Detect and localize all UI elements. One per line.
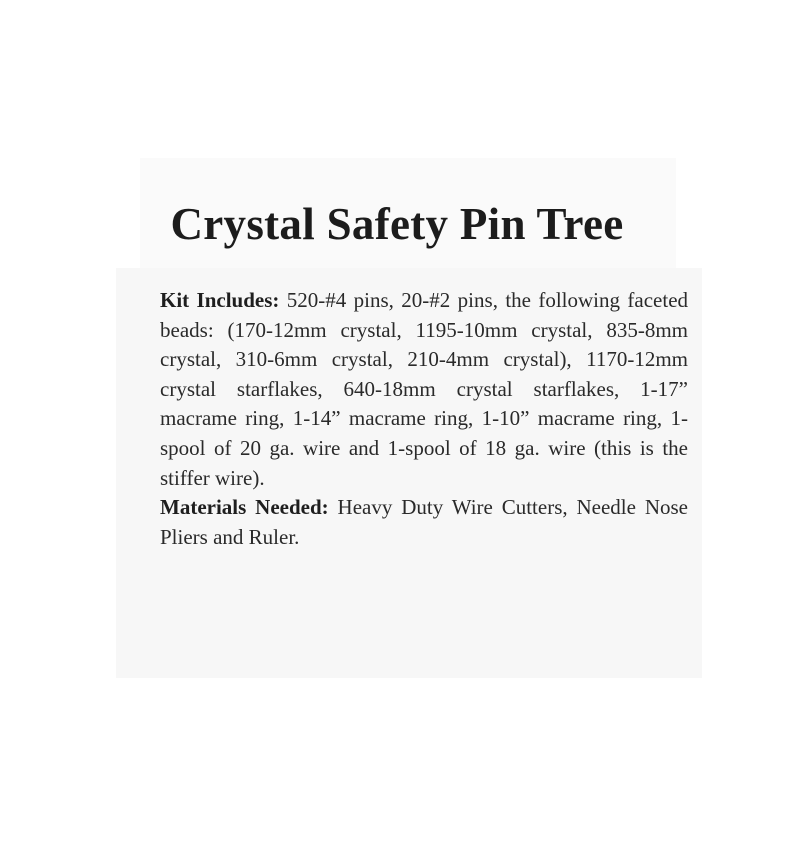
materials-needed-label: Materials Needed: [160,495,329,520]
document-body [160,286,688,552]
kit-includes-label: Kit Includes: [160,288,280,312]
document-title: Crystal Safety Pin Tree [170,199,624,249]
kit-includes-text: 520-#4 pins, 20-#2 pins, the following faceted beads: (170-12mm crystal, 1195-10mm crystal, 835-8mm crystal, 310-6mm crystal, 210-4mm crystal), 1170-12mm crystal starflakes, 640-18mm crystal starflakes, 1-17” macrame ring, 1-14” macrame ring, 1-10” macrame ring, 1-spool of 20 ga. wire and 1-spool of 18 ga. wire (this is the stiffer wire). [160,288,689,490]
materials-needed-text: Heavy Duty Wire Cutters, Needle Nose Pliers and Ruler. [160,495,688,549]
